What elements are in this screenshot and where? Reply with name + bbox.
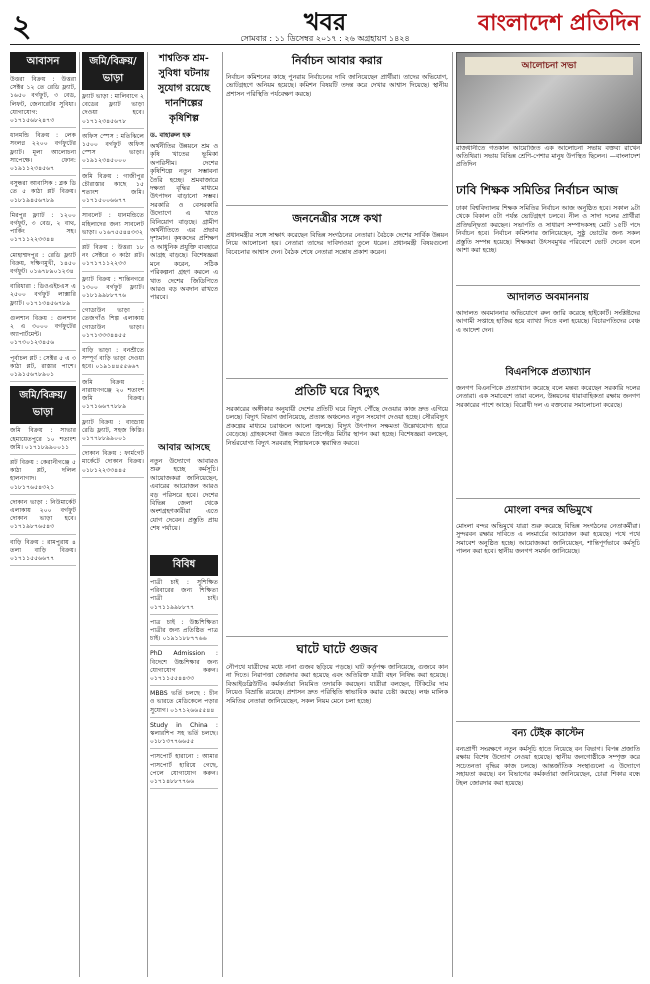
story-headline: প্রতিটি ঘরে বিদ্যুৎ — [294, 384, 380, 398]
story-body: নৌপথে যাত্রীদের মধ্যে নানা গুজব ছড়িয়ে পড়ছে। ঘাট কর্তৃপক্ষ জানিয়েছে, গুজবে কান না দিতে। নিরাপত্তা জোরদার করা হয়েছে এবং অতিরিক্ত যাত্রী বহন নিষিদ্ধ করা হয়েছে। বিআইডব্লিউটিএ কর্মকর্তারা নিয়মিত তদারকি করছেন। যাত্রীরা বলছেন, টিকিটের দাম নিয়েও বিভ্রান্তি রয়েছে। প্রশাসন দ্রুত পরিস্থিতি স্বাভাবিক করার চেষ্টা করছে। লঞ্চ মালিক সমিতির নেতারা জানিয়েছেন, সকল নিয়ম মেনে চলা হচ্ছে। — [226, 664, 448, 705]
story-labor — [150, 52, 218, 432]
classified-ad: Study in China : স্কলারশিপ সহ ভর্তি চলছে। ০১৮১৩৭৭৬৬৫৫ — [150, 722, 218, 750]
story-bnp — [456, 365, 640, 495]
classified-ad: বসুন্ধরা আবাসিক : ব্লক ডি তে ৫ কাঠা প্লট বিক্রয়। ০১৮১৯৪৫৬৭৮৯ — [10, 180, 76, 208]
story-body: ঢাকা বিশ্ববিদ্যালয় শিক্ষক সমিতির নির্বাচন আজ অনুষ্ঠিত হবে। সকাল ৯টা থেকে বিকাল ৫টা পর্যন্ত ভোটগ্রহণ চলবে। নীল ও সাদা দলের প্রার্থীরা প্রতিদ্বন্দ্বিতা করছেন। সভাপতি ও সাধারণ সম্পাদকসহ মোট ১৫টি পদে নির্বাচন হবে। নির্বাচন কমিশনার জানিয়েছেন, সুষ্ঠু ভোটের জন্য সকল প্রস্তুতি সম্পন্ন হয়েছে। শিক্ষকরা উৎসবমুখর পরিবেশে ভোট দেবেন বলে আশা করা হচ্ছে। — [456, 205, 640, 255]
story-ghat-rumor — [226, 641, 448, 977]
classified-ad: জমি বিক্রয় : সাভার হেমায়েতপুরে ১০ শতাংশ জমি। ০১৭১৮৯৯০০১১ — [10, 427, 76, 455]
story-body: জনগণ বিএনপিকে প্রত্যাখ্যান করেছে বলে মন্তব্য করেছেন সরকারি দলের নেতারা। এক সমাবেশে তারা বলেন, উন্নয়নের ধারাবাহিকতা রক্ষায় জনগণ সরকারের পাশে আছে। বিরোধী দল এ বক্তব্যের সমালোচনা করেছে। — [456, 385, 640, 409]
story-body: অর্থনীতির উন্নয়নে শ্রম ও কৃষি খাতের ভূমিকা অপরিসীম। দেশের কৃষিশিল্পে নতুন সম্ভাবনা তৈরি হচ্ছে। শ্রমবাজারে দক্ষতা বৃদ্ধির মাধ্যমে উৎপাদন বাড়ানো সম্ভব। সরকারি ও বেসরকারি উদ্যোগে এ খাতে বিনিয়োগ বাড়ছে। গ্রামীণ অর্থনীতিতে এর প্রভাব দৃশ্যমান। কৃষকদের প্রশিক্ষণ ও আধুনিক প্রযুক্তি ব্যবহারে আগ্রহ বাড়ছে। বিশেষজ্ঞরা মনে করেন, সঠিক পরিকল্পনা গ্রহণ করলে এ খাত দেশের জিডিপিতে আরও বড় অবদান রাখতে পারবে। — [150, 143, 218, 302]
classified-list — [82, 93, 144, 478]
column-divider — [79, 52, 80, 977]
story-headline: নির্বাচন আবার করার — [291, 54, 383, 67]
classified-ad: PhD Admission : বিদেশে উচ্চশিক্ষার জন্য যোগাযোগ করুন। ০১৭১১৫৫৪৪৩৩ — [150, 650, 218, 686]
story-headline: আবার আসছে — [158, 443, 210, 453]
classified-ad: ফ্ল্যাট ভাড়া : মালিবাগে ২ বেডের ফ্ল্যাট ভাড়া দেওয়া হবে। ০১৭১২৩৪৫৬৭৮ — [82, 93, 144, 129]
classified-ad: সাবলেট : ধানমন্ডিতে মহিলাদের জন্য সাবলেট ভাড়া। ০১৬৭৫৫৪৪৩৩২ — [82, 212, 144, 240]
column-divider — [452, 52, 453, 977]
page-header — [0, 0, 650, 44]
classified-ad: মোহাম্মদপুর : রেডি ফ্ল্যাট বিক্রয়, দক্ষিণমুখী, ১৪৫০ বর্গফুট। ০১৬৭৮৯০১২৩৪ — [10, 252, 76, 280]
classified-ad: প্লট বিক্রয় : কেরানীগঞ্জে ৫ কাঠা প্লট, দলিল হালনাগাদ। ০১৮১৭৬৫৪৩২১ — [10, 459, 76, 495]
classified-ad: পাসপোর্ট হারানো : আমার পাসপোর্ট হারিয়ে গেছে, পেলে যোগাযোগ করুন। ০১৭১৪৮৮৭৭৬৬ — [150, 753, 218, 789]
news-photo — [456, 52, 642, 144]
dateline: সোমবার : ১১ ডিসেম্বর ২০১৭ : ২৬ অগ্রহায়ণ ১৪২৪ — [240, 34, 410, 43]
classified-heading: বিবিধ — [150, 555, 218, 576]
story-headline: বিএনপিকে প্রত্যাখ্যান — [505, 367, 591, 378]
photo-caption: রাজধানীতে গতকাল আয়োজিত এক আলোচনা সভায় বক্তব্য রাখেন অতিথিরা। সভায় বিভিন্ন শ্রেণি-পেশার মানুষ উপস্থিত ছিলেন। —বাংলাদেশ প্রতিদিন — [456, 145, 640, 169]
classified-ad: উত্তরা বিক্রয় : উত্তরা সেক্টর ১২ তে রেডি ফ্ল্যাট, ১৬৫০ বর্গফুট, ৩ বেড, লিফট, জেনারেটর সুবিধা। যোগাযোগ: ০১৭১৫৬৮২৪৭৩ — [10, 76, 76, 128]
story-headline: ঘাটে ঘাটে গুজব — [296, 642, 378, 656]
story-body: বন্যপ্রাণী সংরক্ষণে নতুন কর্মসূচি হাতে নিয়েছে বন বিভাগ। বিপন্ন প্রজাতি রক্ষায় বিশেষ উদ্যোগ নেওয়া হয়েছে। স্থানীয় জনগোষ্ঠীকে সম্পৃক্ত করে সচেতনতা বৃদ্ধির কাজ চলছে। আন্তর্জাতিক সংস্থাগুলো এ উদ্যোগে সহায়তা করছে। বন বিভাগের কর্মকর্তারা জানিয়েছেন, চোরা শিকার বন্ধে টহল জোরদার করা হয়েছে। — [456, 746, 640, 787]
classified-heading: আবাসন — [10, 52, 76, 73]
story-mongla — [456, 503, 640, 718]
classified-list — [10, 427, 76, 566]
classified-heading: জমি/বিক্রয়/ভাড়া — [10, 386, 76, 424]
column-divider — [222, 52, 223, 977]
classified-ad: ধানমন্ডি বিক্রয় : লেক সংলগ্ন ২২০০ বর্গফুটের ফ্ল্যাট। মূল্য আলোচনা সাপেক্ষে। ফোন: ০১৯১১২৩৪৫৬৭ — [10, 132, 76, 176]
newspaper-masthead: বাংলাদেশ প্রতিদিন — [477, 10, 640, 36]
classified-ad: বারিধারা : ডিওএইচএস এ ২৫০০ বর্গফুট লাক্সারি ফ্ল্যাট। ০১৭১৩৪৫৬৭৮৯ — [10, 283, 76, 311]
classified-ad: ফ্ল্যাট বিক্রয় : বাড্ডায় রেডি ফ্ল্যাট, সহজ কিস্তি। ০১৭৭৮৮৯৯০০১ — [82, 419, 144, 447]
story-election — [226, 52, 448, 202]
story-divider — [456, 498, 640, 499]
story-body: প্রধানমন্ত্রীর সঙ্গে সাক্ষাৎ করেছেন বিভিন্ন সংগঠনের নেতারা। বৈঠকে দেশের সার্বিক উন্নয়ন নিয়ে আলোচনা হয়। নেতারা তাদের দাবিদাওয়া তুলে ধরেন। প্রধানমন্ত্রী বিষয়গুলো বিবেচনার আশ্বাস দেন। বৈঠক শেষে নেতারা সন্তোষ প্রকাশ করেন। — [226, 232, 448, 256]
classified-ad: বাড়ি ভাড়া : বনশ্রীতে সম্পূর্ণ বাড়ি ভাড়া দেওয়া হবে। ০১৯১৪৪৫৫৬৬৭ — [82, 347, 144, 375]
classified-ad: দোকান ভাড়া : নিউমার্কেট এলাকায় ২০০ বর্গফুট দোকান ভাড়া হবে। ০১৭১৯৮৭৬৫৪৩ — [10, 499, 76, 535]
classified-ad: ফ্ল্যাট বিক্রয় : শান্তিনগরে ১৩০০ বর্গফুট ফ্ল্যাট। ০১৮১৯৯৮৮৭৭৬ — [82, 276, 144, 304]
story-divider — [226, 636, 448, 637]
story-headline: মোংলা বন্দর অভিমুখে — [503, 505, 593, 516]
photo-banner: আলোচনা সভা — [465, 57, 633, 75]
classified-ad: MBBS ভর্তি চলছে : চীন ও ভারতে মেডিকেলে পড়ার সুযোগ। ০১৭১২৬৬৫৫৪৪ — [150, 690, 218, 718]
story-headline: ঢাবি শিক্ষক সমিতির নির্বাচন আজ — [456, 183, 618, 197]
classified-ad: প্লট বিক্রয় : উত্তরা ১৮ নং সেক্টরে ৩ কাঠা প্লট। ০১৭১৭১১২২৩৩ — [82, 244, 144, 272]
classified-heading: জমি/বিক্রয়/ভাড়া — [82, 52, 144, 90]
story-headline: বন্য টেইক কাস্টেন — [511, 728, 585, 739]
story-again — [150, 440, 218, 550]
classified-ad: দোকান বিক্রয় : ফার্মগেট মার্কেটে দোকান বিক্রয়। ০১৮১২২৩৩৪৪৫ — [82, 450, 144, 478]
classified-ad: গোডাউন ভাড়া : তেজগাঁও শিল্প এলাকায় গোডাউন ভাড়া। ০১৭১৩৩৩৪৪৫৫ — [82, 307, 144, 343]
story-headline: আদালত অবমাননায় — [507, 292, 589, 303]
story-divider — [226, 205, 448, 206]
classified-list — [10, 76, 76, 382]
classified-list — [150, 579, 218, 789]
story-electricity — [226, 383, 448, 633]
story-contempt — [456, 290, 640, 360]
header-rule — [10, 44, 640, 45]
classified-ad: বাড়ি বিক্রয় : রামপুরায় ৪ তলা বাড়ি বিক্রয়। ০১৭১১৫৫৬৬৭৭ — [10, 539, 76, 567]
story-du-teachers — [456, 182, 640, 282]
section-title: খবর — [303, 7, 347, 36]
classified-ad: জমি বিক্রয় : গাজীপুর চৌরাস্তার কাছে ১৫ শতাংশ জমি। ০১৭১৫০০৬৬৭৭ — [82, 173, 144, 209]
classified-ad: পাত্র চাই : উচ্চশিক্ষিতা পাত্রীর জন্য প্রতিষ্ঠিত পাত্র চাই। ০১৯১১৮৮৭৭৬৬ — [150, 619, 218, 647]
story-headline: জননেত্রীর সঙ্গে কথা — [292, 212, 382, 225]
story-body: মোংলা বন্দর অভিমুখে যাত্রা শুরু করেছে বিভিন্ন সংগঠনের নেতাকর্মীরা। সুন্দরবন রক্ষার দাবিতে এ লংমার্চের আয়োজন করা হয়েছে। পথে পথে সমাবেশ অনুষ্ঠিত হচ্ছে। আয়োজকরা জানিয়েছেন, শান্তিপূর্ণভাবে কর্মসূচি পালন করা হবে। স্থানীয় জনগণ সমর্থন জানিয়েছে। — [456, 523, 640, 556]
story-divider — [456, 285, 640, 286]
story-body: সরকারের অঙ্গীকার অনুযায়ী দেশের প্রতিটি ঘরে বিদ্যুৎ পৌঁছে দেওয়ার কাজ দ্রুত এগিয়ে চলছে। বিদ্যুৎ বিভাগ জানিয়েছে, প্রত্যন্ত অঞ্চলেও নতুন সংযোগ দেওয়া হচ্ছে। সৌরবিদ্যুৎ প্রকল্পের মাধ্যমে চরাঞ্চলে আলো জ্বলছে। বিদ্যুৎ উৎপাদন সক্ষমতা উল্লেখযোগ্য হারে বেড়েছে। গ্রাহকসেবা উন্নত করতে প্রিপেইড মিটার স্থাপন করা হচ্ছে। বিশেষজ্ঞরা বলছেন, নির্ভরযোগ্য বিদ্যুৎ সরবরাহ শিল্পায়নকে ত্বরান্বিত করবে। — [226, 406, 448, 447]
story-byline: ড. বাহারুল হক — [150, 131, 191, 139]
classified-ad: পাত্রী চাই : সুশিক্ষিত পরিবারের জন্য শিক্ষিতা পাত্রী চাই। ০১৭১১৯৯৮৮৭৭ — [150, 579, 218, 615]
story-divider — [456, 721, 640, 722]
classified-ad: মিরপুর ফ্ল্যাট : ১২০০ বর্গফুট, ৩ বেড, ২ বাথ, পার্কিং সহ। ০১৭১১২২৩৩৪৪ — [10, 212, 76, 248]
story-leader-meeting — [226, 210, 448, 375]
classified-ad: গুলশান বিক্রয় : গুলশান ২ এ ৩০০০ বর্গফুটের অ্যাপার্টমেন্ট। ০১৭৩০১২৩৪৫৬ — [10, 315, 76, 351]
story-headline: শাশ্বতিক শ্রম-সুবিধা ঘটনায় সুযোগ রয়েছে দানশিল্পের কৃষিশিল্প — [157, 53, 211, 124]
story-body: নতুন উদ্যোগে আবারও শুরু হচ্ছে কর্মসূচি। আয়োজকরা জানিয়েছেন, এবারের আয়োজন আরও বড় পরিসরে হবে। দেশের বিভিন্ন জেলা থেকে অংশগ্রহণকারীরা এতে যোগ দেবেন। প্রস্তুতি প্রায় শেষ পর্যায়ে। — [150, 458, 218, 533]
story-wildlife — [456, 726, 640, 977]
story-body: আদালত অবমাননার অভিযোগে রুল জারি করেছে হাইকোর্ট। সংশ্লিষ্টদের আগামী সপ্তাহে হাজির হয়ে ব্যাখ্যা দিতে বলা হয়েছে। বিচারপতিদের বেঞ্চ এ আদেশ দেন। — [456, 310, 640, 334]
classified-column-2 — [82, 52, 144, 977]
classified-ad: অফিস স্পেস : মতিঝিলে ১৫০০ বর্গফুট অফিস স্পেস ভাড়া। ০১৯১২৩৪৫০০০ — [82, 133, 144, 169]
page-number: ২ — [12, 9, 32, 44]
classified-ad: জমি বিক্রয় : নারায়ণগঞ্জে ২০ শতাংশ জমি বিক্রয়। ০১৭১৬৬৭৭৮৮৯ — [82, 379, 144, 415]
classified-column-1 — [10, 52, 76, 977]
story-body: নির্বাচন কমিশনের কাছে পুনরায় নির্বাচনের দাবি জানিয়েছেন প্রার্থীরা। তাদের অভিযোগ, ভোটগ্রহণে অনিয়ম হয়েছে। কমিশন বিষয়টি তদন্ত করে দেখার আশ্বাস দিয়েছে। স্থানীয় প্রশাসন পরিস্থিতি পর্যবেক্ষণ করছে। — [226, 74, 448, 98]
story-divider — [226, 378, 448, 379]
column-divider — [147, 52, 148, 977]
classified-ad: পূর্বাচল প্লট : সেক্টর ৫ এ ৩ কাঠা প্লট, রাস্তার পাশে। ০১৯১৫৬৭৮৯০১ — [10, 355, 76, 383]
classified-column-3 — [150, 555, 218, 977]
